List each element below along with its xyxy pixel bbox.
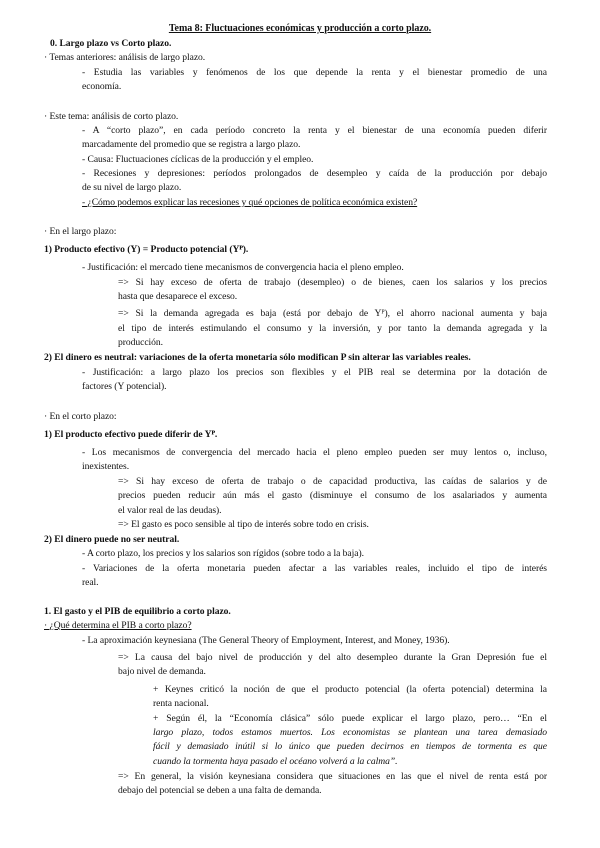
quote-line: largo plazo, todos estamos muertos. Los economistas se plantean una tarea demasiado — [153, 727, 547, 738]
text-line: producción. — [118, 337, 164, 348]
text-line: debajo del potencial se deben a una falta de demanda. — [118, 785, 322, 796]
document-title: Tema 8: Fluctuaciones económicas y producción a corto plazo. — [168, 23, 432, 34]
dash-line: - Los mecanismos de convergencia del mercado hacia el pleno empleo pueden ser muy lentos o, incluso, — [82, 447, 547, 458]
arrow-line: => Si hay exceso de oferta de trabajo (desempleo) o de bienes, caen los salarios y los precios — [118, 277, 547, 288]
text-line: marcadamente del promedio que se registra a largo plazo. — [82, 139, 301, 150]
numbered-heading: 2) El dinero es neutral: variaciones de la oferta monetaria sólo modifican P sin alterar las variables reales. — [44, 352, 471, 363]
text-line: precios pueden reducir aún más el gasto (disminuye el consumo de los asalariados y aumenta — [118, 490, 547, 501]
question-line: - ¿Cómo podemos explicar las recesiones y qué opciones de política económica existen? — [82, 197, 418, 208]
numbered-heading: 1) El producto efectivo puede diferir de Yᴾ. — [44, 429, 218, 440]
dash-line: - Estudia las variables y fenómenos de los que depende la renta y el bienestar promedio de una — [82, 67, 547, 78]
section-heading-1: 1. El gasto y el PIB de equilibrio a corto plazo. — [44, 606, 231, 617]
text-line: de su nivel de largo plazo. — [82, 182, 182, 193]
dash-line: - Recesiones y depresiones: períodos prolongados de desempleo y caída de la producción por debajo — [82, 168, 547, 179]
arrow-line: => Si hay exceso de oferta de trabajo o de capacidad productiva, las caídas de salarios y de — [118, 476, 547, 487]
text-line: el tipo de interés estimulando el consumo y la inversión, y por tanto la demanda agregada y la — [118, 323, 547, 334]
bullet-line: · Este tema: análisis de corto plazo. — [44, 111, 179, 122]
text-line: el valor real de las deudas). — [118, 505, 222, 516]
dash-line: - Justificación: el mercado tiene mecanismos de convergencia hacia el pleno empleo. — [82, 262, 404, 273]
section-heading-0: 0. Largo plazo vs Corto plazo. — [50, 38, 172, 49]
text-line: hasta que desaparece el exceso. — [118, 291, 238, 302]
text-line: inexistentes. — [82, 461, 130, 472]
quote-line: cuando la tormenta haya pasado el océano volverá a la calma”. — [153, 756, 398, 767]
arrow-line: => La causa del bajo nivel de producción y del alto desempleo durante la Gran Depresión fue el — [118, 652, 547, 663]
text-line: renta nacional. — [153, 698, 209, 709]
text-line: real. — [82, 577, 99, 588]
bullet-line: · En el largo plazo: — [44, 226, 117, 237]
text-line: bajo nivel de demanda. — [118, 666, 206, 677]
plus-line: + Según él, la “Economía clásica” sólo puede explicar el largo plazo, pero… “En el — [153, 713, 547, 724]
bullet-line: · ¿Qué determina el PIB a corto plazo? — [44, 620, 192, 631]
quote-line: fácil y demasiado inútil si lo único que pueden decirnos en tiempos de tormenta es que — [153, 741, 547, 752]
arrow-line: => En general, la visión keynesiana considera que situaciones en las que el nivel de renta está por — [118, 771, 547, 782]
dash-line: - A corto plazo, los precios y los salarios son rígidos (sobre todo a la baja). — [82, 548, 364, 559]
dash-line: - Causa: Fluctuaciones cíclicas de la producción y el empleo. — [82, 154, 314, 165]
dash-line: - Justificación: a largo plazo los precios son flexibles y el PIB real se determina por la dotación de — [82, 367, 547, 378]
text-line: factores (Y potencial). — [82, 381, 167, 392]
numbered-heading: 1) Producto efectivo (Y) = Producto potencial (Yᴾ). — [44, 244, 249, 255]
dash-line: - La aproximación keynesiana (The General Theory of Employment, Interest, and Money, 1936). — [82, 635, 450, 646]
numbered-heading: 2) El dinero puede no ser neutral. — [44, 534, 180, 545]
bullet-line: · En el corto plazo: — [44, 411, 117, 422]
dash-line: - A “corto plazo”, en cada período concreto la renta y el bienestar de una economía pueden diferir — [82, 125, 547, 136]
arrow-line: => El gasto es poco sensible al tipo de interés sobre todo en crisis. — [118, 519, 369, 530]
bullet-line: · Temas anteriores: análisis de largo plazo. — [44, 52, 206, 63]
plus-line: + Keynes criticó la noción de que el producto potencial (la oferta potencial) determina la — [153, 684, 547, 695]
text-line: economía. — [82, 81, 122, 92]
dash-line: - Variaciones de la oferta monetaria pueden afectar a las variables reales, incluido el tipo de interés — [82, 563, 547, 574]
arrow-line: => Si la demanda agregada es baja (está por debajo de Yᴾ), el ahorro nacional aumenta y baja — [118, 308, 547, 319]
